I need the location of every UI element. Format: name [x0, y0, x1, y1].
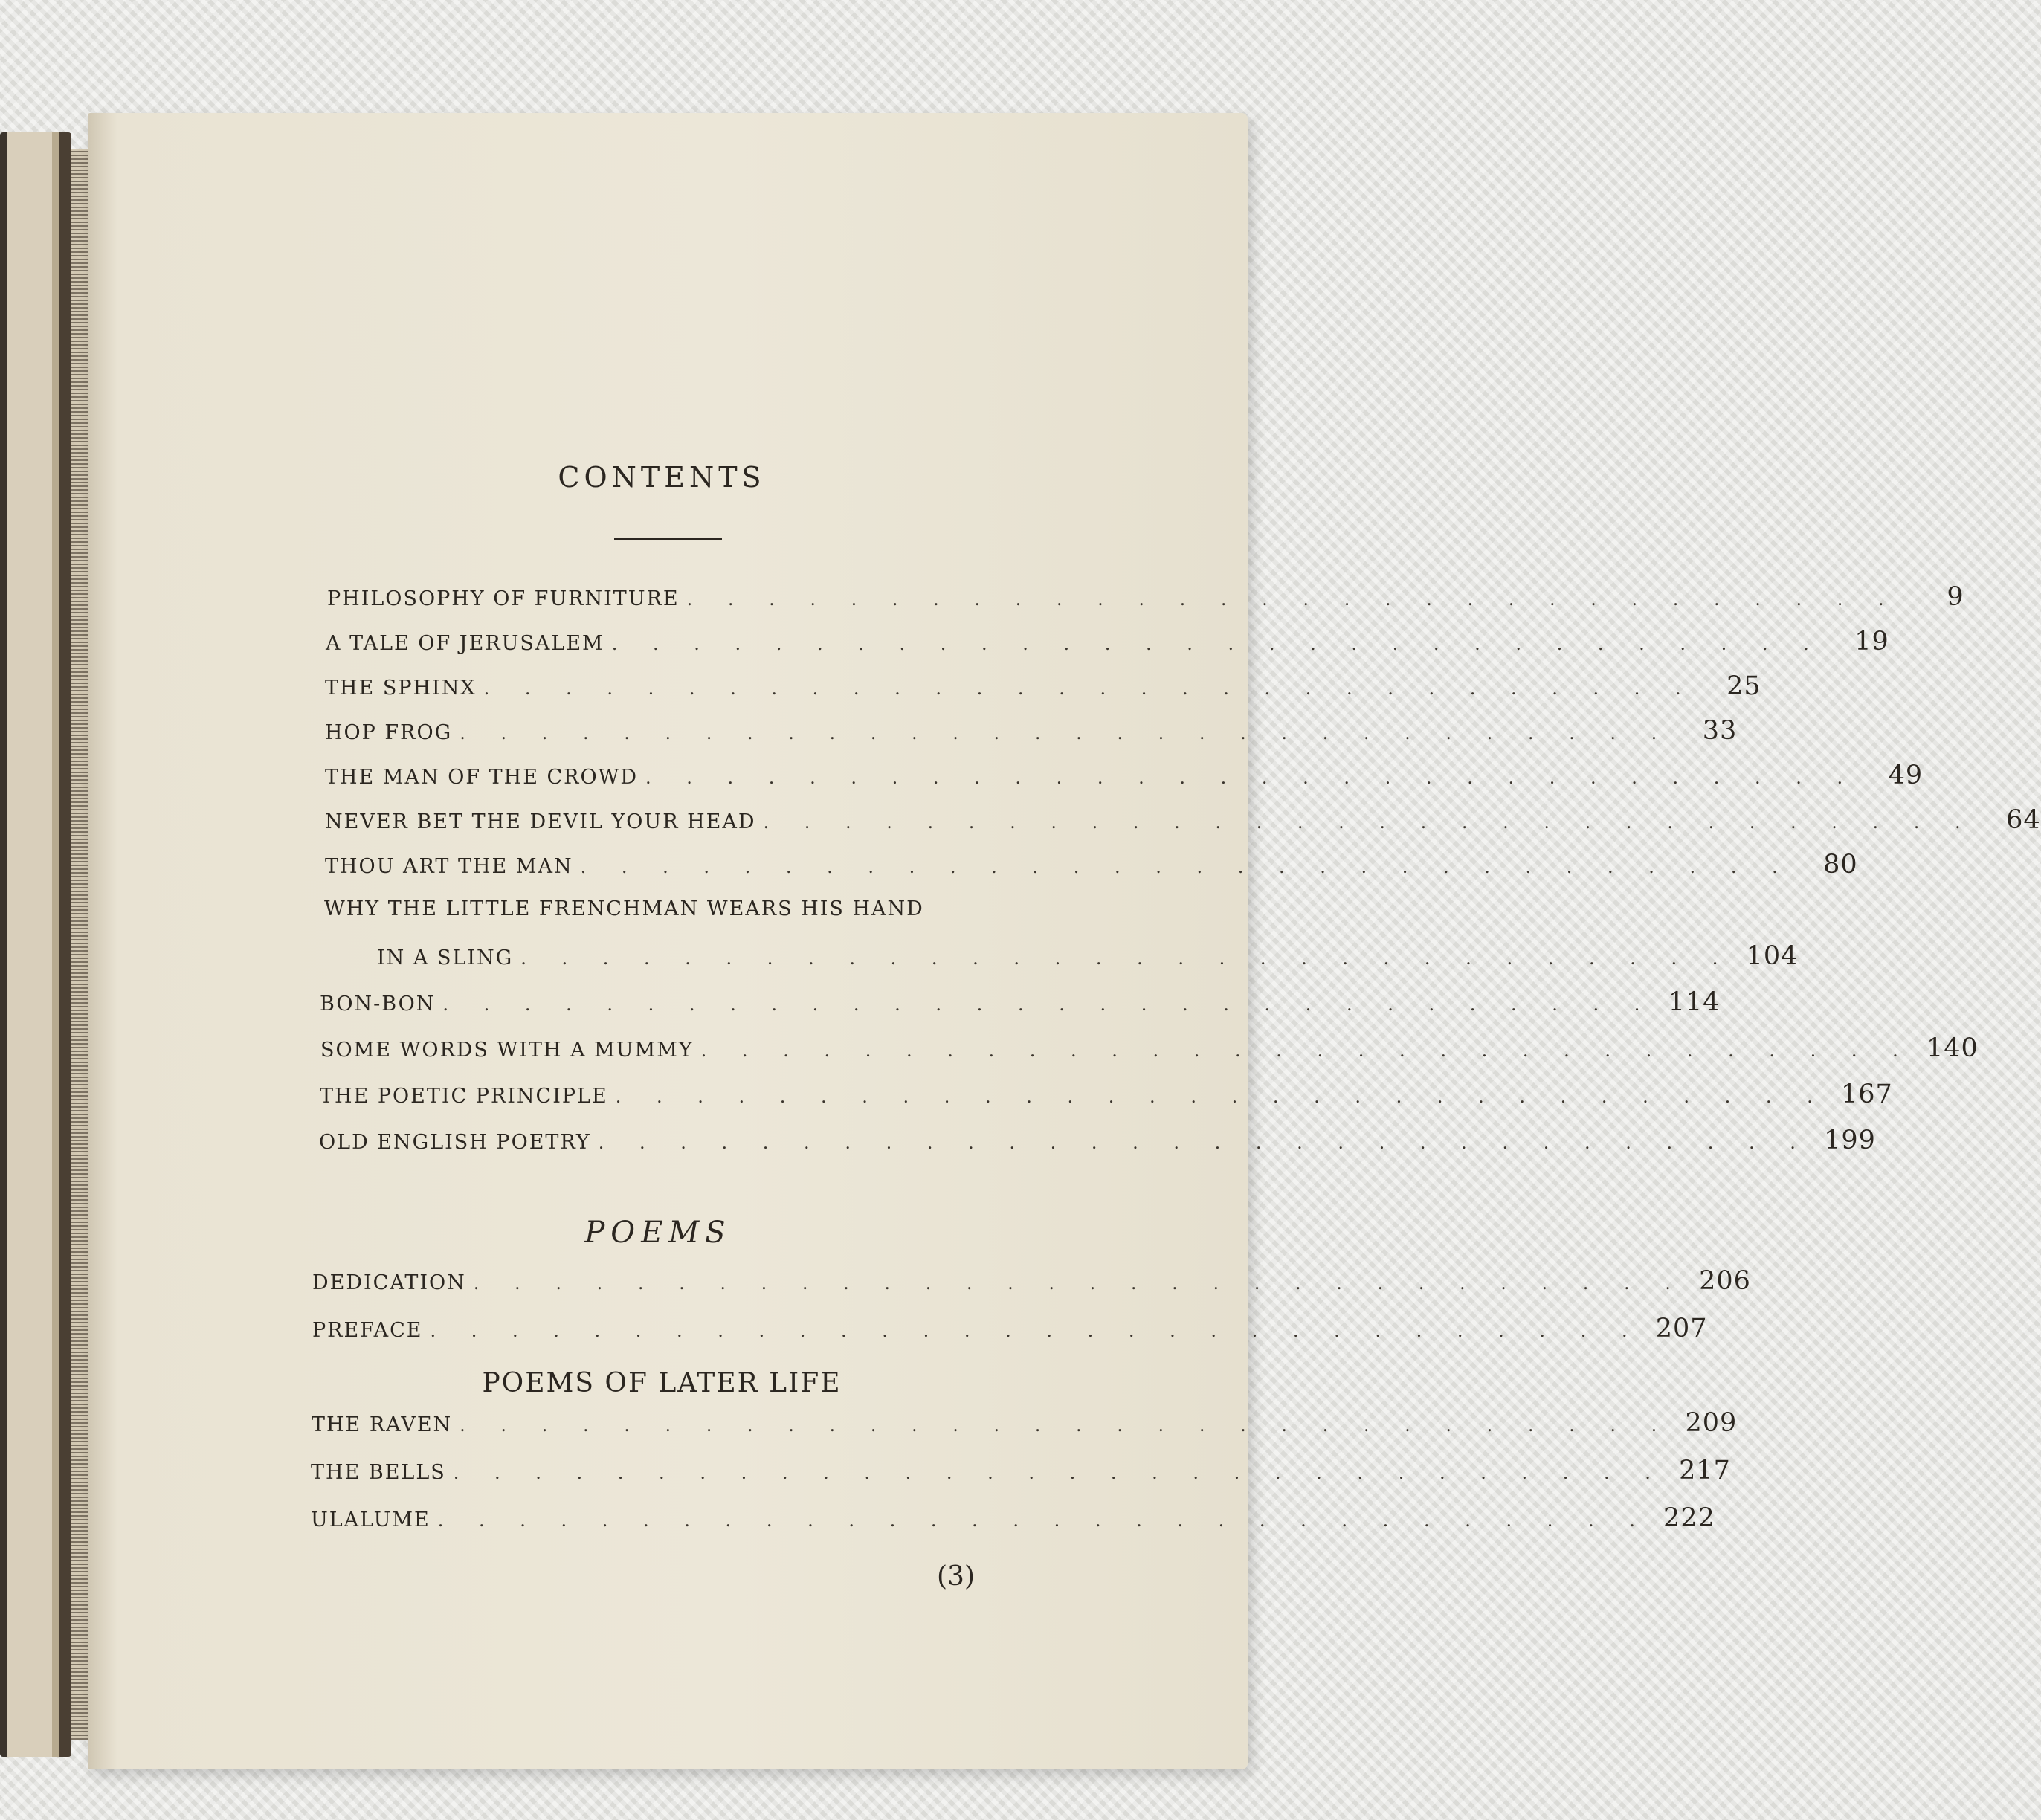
leader-dots: . . . . . . . . . . . . . . . . . . . . . . . . . . . . . . — [763, 812, 1976, 833]
toc-entry-page: 217 — [1679, 1456, 1731, 1485]
page-number: (3) — [937, 1561, 975, 1592]
leader-dots: . . . . . . . . . . . . . . . . . . . . . . . . . . . . . . — [580, 856, 1793, 877]
leader-dots: . . . . . . . . . . . . . . . . . . . . . . . . . . . . . . — [615, 1086, 1828, 1107]
toc-entry — [324, 897, 1011, 920]
toc-entry-page: 209 — [1685, 1408, 1738, 1438]
toc-entry-title: THE BELLS — [311, 1461, 446, 1484]
toc-entry-page: 207 — [1655, 1314, 1708, 1343]
page-title: CONTENTS — [558, 461, 766, 494]
leader-dots: . . . . . . . . . . . . . . . . . . . . . . . . . . . . . . — [611, 633, 1824, 654]
leader-dots: . . . . . . . . . . . . . . . . . . . . . . . . . . . . . . — [520, 948, 1733, 969]
leader-dots: . . . . . . . . . . . . . . . . . . . . . . . . . . . . . . — [686, 589, 1899, 610]
leader-dots: . . . . . . . . . . . . . . . . . . . . . . . . . . . . . . — [473, 1273, 1686, 1294]
toc-entry — [312, 1408, 1738, 1438]
leader-dots: . . . . . . . . . . . . . . . . . . . . . . . . . . . . . . — [483, 678, 1696, 699]
leader-dots: . . . . . . . . . . . . . . . . . . . . . . . . . . . . . . — [598, 1132, 1811, 1153]
toc-entry-page: 104 — [1746, 941, 1799, 971]
toc-entry — [325, 716, 1738, 746]
toc-entry — [312, 1266, 1751, 1296]
leader-dots: . . . . . . . . . . . . . . . . . . . . . . . . . . . . . . — [442, 994, 1655, 1015]
toc-entry — [325, 805, 2041, 835]
toc-entry-page: 167 — [1841, 1080, 1893, 1109]
toc-entry-title: THE MAN OF THE CROWD — [325, 766, 639, 789]
leader-dots: . . . . . . . . . . . . . . . . . . . . . . . . . . . . . . — [453, 1462, 1666, 1483]
toc-entry-title: PHILOSOPHY OF FURNITURE — [327, 587, 680, 610]
toc-entry-page: 49 — [1888, 761, 1924, 790]
toc-entry-page: 114 — [1668, 987, 1721, 1017]
toc-entry-page: 19 — [1854, 627, 1889, 656]
toc-entry-title: DEDICATION — [312, 1271, 466, 1294]
toc-entry — [325, 761, 1924, 790]
toc-entry-page: 206 — [1699, 1266, 1751, 1296]
toc-entry-title: BON-BON — [320, 993, 436, 1016]
toc-entry-title: THE POETIC PRINCIPLE — [320, 1085, 608, 1108]
leader-dots: . . . . . . . . . . . . . . . . . . . . . . . . . . . . . . — [700, 1040, 1913, 1061]
toc-entry — [311, 1456, 1731, 1485]
leader-dots: . . . . . . . . . . . . . . . . . . . . . . . . . . . . . . — [430, 1320, 1642, 1341]
toc-entry-page: 64 — [2006, 805, 2041, 835]
toc-entry-page: 9 — [1947, 582, 1964, 612]
leader-dots: . . . . . . . . . . . . . . . . . . . . . . . . . . . . . . — [645, 767, 1858, 788]
toc-entry-title: WHY THE LITTLE FRENCHMAN WEARS HIS HAND — [324, 897, 924, 920]
toc-entry-title: HOP FROG — [325, 721, 453, 744]
toc-entry-page: 199 — [1824, 1126, 1876, 1155]
toc-entry — [311, 1503, 1715, 1533]
toc-entry-page: 222 — [1663, 1503, 1715, 1533]
toc-entry-title: IN A SLING — [377, 946, 514, 969]
toc-entry — [320, 987, 1721, 1017]
toc-entry-title: THE RAVEN — [312, 1413, 453, 1436]
leader-dots: . . . . . . . . . . . . . . . . . . . . . . . . . . . . . . — [460, 723, 1672, 743]
toc-entry — [377, 941, 1799, 971]
toc-entry — [327, 582, 1964, 612]
toc-entry-title: ULALUME — [311, 1508, 431, 1532]
toc-entry — [326, 627, 1889, 656]
toc-entry — [320, 1080, 1893, 1109]
toc-entry-title: NEVER BET THE DEVIL YOUR HEAD — [325, 810, 756, 833]
toc-entry-page: 140 — [1926, 1033, 1979, 1063]
toc-entry-title: PREFACE — [312, 1319, 423, 1342]
toc-entry-title: SOME WORDS WITH A MUMMY — [320, 1039, 694, 1062]
toc-entry — [325, 671, 1761, 701]
leader-dots: . . . . . . . . . . . . . . . . . . . . . . . . . . . . . . — [437, 1510, 1650, 1531]
toc-entry-page: 33 — [1702, 716, 1738, 746]
toc-entry-title: THOU ART THE MAN — [325, 855, 573, 878]
toc-entry-title: OLD ENGLISH POETRY — [319, 1131, 591, 1154]
toc-entry-title: A TALE OF JERUSALEM — [326, 632, 604, 655]
toc-entry — [325, 850, 1858, 880]
leader-dots: . . . . . . . . . . . . . . . . . . . . . . . . . . . . . . — [460, 1415, 1672, 1436]
toc-entry-title: THE SPHINX — [325, 677, 477, 700]
toc-entry-page: 25 — [1726, 671, 1761, 701]
toc-entry-page: 80 — [1823, 850, 1858, 880]
toc-entry — [312, 1314, 1708, 1343]
toc-entry — [319, 1126, 1876, 1155]
section-heading-later-life: POEMS OF LATER LIFE — [482, 1368, 842, 1398]
toc-entry — [320, 1033, 1979, 1063]
title-rule — [614, 538, 722, 540]
section-heading-poems: POEMS — [584, 1216, 732, 1250]
